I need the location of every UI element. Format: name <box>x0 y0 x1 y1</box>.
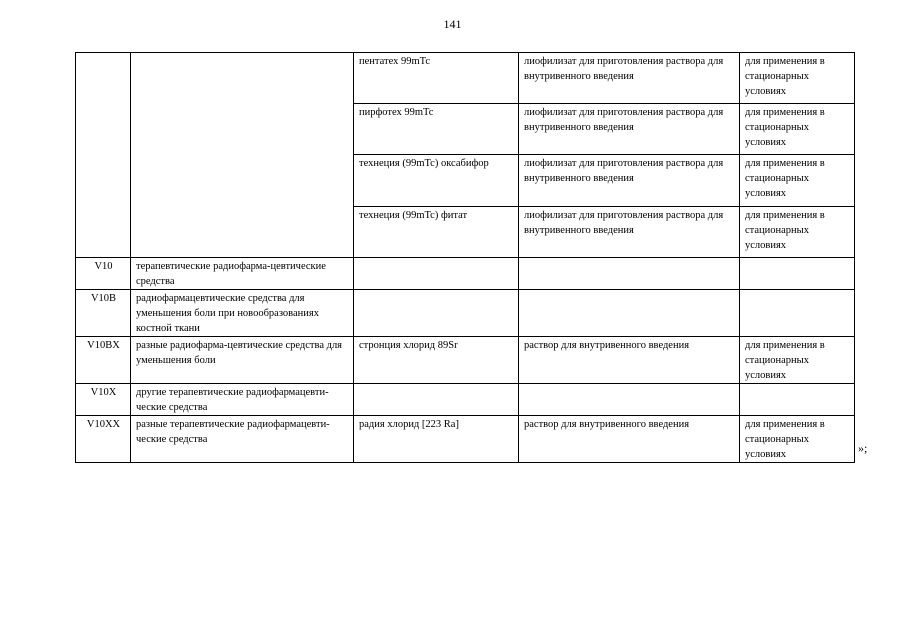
table-row <box>76 53 855 104</box>
dosage-form-cell: лиофилизат для приготовления раствора для внутривенного введения <box>519 207 740 258</box>
drug-name-cell <box>354 258 519 290</box>
dosage-form-cell: лиофилизат для приготовления раствора для внутривенного введения <box>519 53 740 104</box>
atc-code-cell <box>76 53 131 258</box>
drug-name-cell: технеция (99mTc) фитат <box>354 207 519 258</box>
drug-list-table <box>75 52 855 463</box>
drug-name-cell: стронция хлорид 89Sr <box>354 337 519 384</box>
group-name-cell: разные терапевтические радиофармацевти-ческие средства <box>131 416 354 463</box>
drug-name-cell: радия хлорид [223 Ra] <box>354 416 519 463</box>
usage-condition-cell <box>740 384 855 416</box>
usage-condition-cell: для применения в стационарных условиях <box>740 53 855 104</box>
dosage-form-cell: раствор для внутривенного введения <box>519 337 740 384</box>
usage-condition-cell: для применения в стационарных условиях <box>740 416 855 463</box>
group-name-cell: радиофармацевтические средства для уменьшения боли при новообразованиях костной ткани <box>131 290 354 337</box>
drug-name-cell <box>354 290 519 337</box>
table-row <box>76 258 855 290</box>
dosage-form-cell <box>519 258 740 290</box>
usage-condition-cell: для применения в стационарных условиях <box>740 337 855 384</box>
usage-condition-cell <box>740 258 855 290</box>
group-name-cell <box>131 53 354 258</box>
drug-name-cell: пирфотех 99mTc <box>354 104 519 155</box>
dosage-form-cell: раствор для внутривенного введения <box>519 416 740 463</box>
usage-condition-cell: для применения в стационарных условиях <box>740 155 855 207</box>
drug-name-cell: пентатех 99mTc <box>354 53 519 104</box>
group-name-cell: разные радиофарма-цевтические средства для уменьшения боли <box>131 337 354 384</box>
atc-code-cell: V10BX <box>76 337 131 384</box>
atc-code-cell: V10 <box>76 258 131 290</box>
drug-name-cell: технеция (99mTc) оксабифор <box>354 155 519 207</box>
table-row <box>76 416 855 463</box>
atc-code-cell: V10X <box>76 384 131 416</box>
closing-quote: »; <box>858 441 868 455</box>
dosage-form-cell <box>519 290 740 337</box>
page-number: 141 <box>443 17 462 31</box>
usage-condition-cell: для применения в стационарных условиях <box>740 104 855 155</box>
table-row <box>76 337 855 384</box>
usage-condition-cell <box>740 290 855 337</box>
atc-code-cell: V10XX <box>76 416 131 463</box>
dosage-form-cell: лиофилизат для приготовления раствора для внутривенного введения <box>519 104 740 155</box>
drug-name-cell <box>354 384 519 416</box>
table-row <box>76 290 855 337</box>
dosage-form-cell: лиофилизат для приготовления раствора для внутривенного введения <box>519 155 740 207</box>
group-name-cell: другие терапевтические радиофармацевти-ческие средства <box>131 384 354 416</box>
atc-code-cell: V10B <box>76 290 131 337</box>
group-name-cell: терапевтические радиофарма-цевтические средства <box>131 258 354 290</box>
table-row <box>76 384 855 416</box>
dosage-form-cell <box>519 384 740 416</box>
usage-condition-cell: для применения в стационарных условиях <box>740 207 855 258</box>
